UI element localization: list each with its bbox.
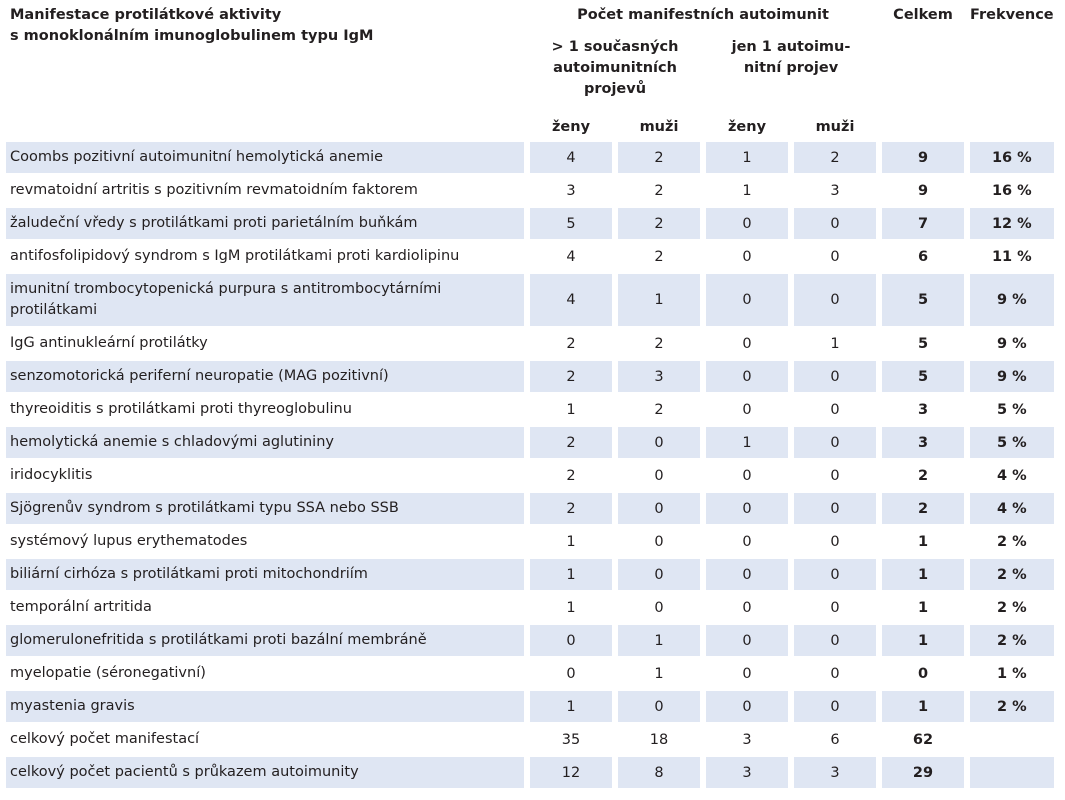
row-total: 5	[882, 274, 964, 328]
row-total: 0	[882, 658, 964, 691]
header-title-line1: Manifestace protilátkové aktivity	[10, 7, 282, 23]
row-men-multiple: 3	[618, 361, 700, 394]
header-sub-multiple-line3: projevů	[583, 81, 647, 97]
row-label: hemolytická anemie s chladovými aglutininy	[6, 427, 524, 460]
row-total: 9	[882, 142, 964, 175]
row-women-multiple: 2	[530, 460, 612, 493]
row-frequency	[970, 757, 1054, 790]
row-men-single: 0	[794, 625, 876, 658]
row-women-single: 0	[706, 274, 788, 328]
row-women-single: 1	[706, 175, 788, 208]
row-men-single: 1	[794, 328, 876, 361]
row-women-single: 0	[706, 241, 788, 274]
row-label: Coombs pozitivní autoimunitní hemolytická anemie	[6, 142, 524, 175]
row-women-single: 1	[706, 142, 788, 175]
header-sub-multiple	[530, 33, 700, 113]
row-frequency: 4 %	[970, 460, 1054, 493]
table-row	[6, 724, 1054, 757]
row-men-single: 0	[794, 361, 876, 394]
row-frequency: 4 %	[970, 493, 1054, 526]
row-women-multiple: 0	[530, 658, 612, 691]
row-women-single: 0	[706, 394, 788, 427]
row-men-multiple: 0	[618, 592, 700, 625]
row-women-multiple: 4	[530, 142, 612, 175]
table-row	[6, 361, 1054, 394]
row-men-multiple: 2	[618, 241, 700, 274]
row-frequency: 2 %	[970, 625, 1054, 658]
header-sub-multiple-line1: > 1 současných	[551, 39, 679, 55]
row-total: 1	[882, 592, 964, 625]
row-total: 1	[882, 526, 964, 559]
table-row	[6, 142, 1054, 175]
row-total: 5	[882, 361, 964, 394]
row-label: IgG antinukleární protilátky	[6, 328, 524, 361]
row-frequency: 2 %	[970, 592, 1054, 625]
row-men-single: 0	[794, 493, 876, 526]
row-women-multiple: 3	[530, 175, 612, 208]
row-men-multiple: 0	[618, 427, 700, 460]
row-men-single: 3	[794, 757, 876, 790]
row-men-multiple: 0	[618, 460, 700, 493]
row-women-single: 0	[706, 691, 788, 724]
row-women-multiple: 1	[530, 691, 612, 724]
header-sub-single-line1: jen 1 autoimu-	[731, 39, 851, 55]
row-label: imunitní trombocytopenická purpura s antitrombocytárními protilátkami	[6, 274, 524, 328]
header-title-line2: s monoklonálním imunoglobulinem typu IgM	[10, 28, 374, 44]
row-women-single: 0	[706, 526, 788, 559]
row-label: systémový lupus erythematodes	[6, 526, 524, 559]
row-frequency	[970, 724, 1054, 757]
row-men-single: 0	[794, 241, 876, 274]
header-zeny-2: ženy	[727, 119, 767, 135]
row-frequency: 5 %	[970, 427, 1054, 460]
table-row	[6, 559, 1054, 592]
row-women-single: 0	[706, 328, 788, 361]
row-men-single: 0	[794, 691, 876, 724]
row-total: 62	[882, 724, 964, 757]
row-women-single: 0	[706, 208, 788, 241]
row-men-multiple: 2	[618, 142, 700, 175]
row-women-multiple: 2	[530, 328, 612, 361]
row-men-multiple: 0	[618, 691, 700, 724]
row-total: 3	[882, 427, 964, 460]
row-frequency: 16 %	[970, 175, 1054, 208]
row-total: 6	[882, 241, 964, 274]
row-women-multiple: 12	[530, 757, 612, 790]
row-men-single: 0	[794, 208, 876, 241]
table-row	[6, 427, 1054, 460]
row-frequency: 2 %	[970, 526, 1054, 559]
row-frequency: 9 %	[970, 328, 1054, 361]
table-row	[6, 757, 1054, 790]
row-label: thyreoiditis s protilátkami proti thyreoglobulinu	[6, 394, 524, 427]
row-women-multiple: 4	[530, 241, 612, 274]
row-women-single: 3	[706, 724, 788, 757]
row-men-single: 3	[794, 175, 876, 208]
row-men-single: 0	[794, 559, 876, 592]
table-row	[6, 691, 1054, 724]
row-women-multiple: 0	[530, 625, 612, 658]
header-muzi-2: muži	[815, 119, 855, 135]
row-women-single: 3	[706, 757, 788, 790]
row-label: celkový počet manifestací	[6, 724, 524, 757]
row-men-multiple: 8	[618, 757, 700, 790]
row-men-multiple: 1	[618, 658, 700, 691]
row-women-multiple: 1	[530, 592, 612, 625]
table-row	[6, 208, 1054, 241]
row-women-multiple: 5	[530, 208, 612, 241]
header-zeny-1: ženy	[551, 119, 591, 135]
row-total: 2	[882, 493, 964, 526]
row-label: myastenia gravis	[6, 691, 524, 724]
table-row	[6, 658, 1054, 691]
row-frequency: 11 %	[970, 241, 1054, 274]
row-men-single: 0	[794, 526, 876, 559]
header-title	[6, 5, 524, 113]
header-celkem: Celkem	[893, 7, 953, 23]
row-total: 3	[882, 394, 964, 427]
row-women-single: 1	[706, 427, 788, 460]
row-label: žaludeční vředy s protilátkami proti parietálním buňkám	[6, 208, 524, 241]
row-frequency: 2 %	[970, 559, 1054, 592]
row-label: celkový počet pacientů s průkazem autoimunity	[6, 757, 524, 790]
row-men-multiple: 1	[618, 625, 700, 658]
table-row	[6, 625, 1054, 658]
row-women-multiple: 1	[530, 559, 612, 592]
row-men-single: 0	[794, 274, 876, 328]
row-men-multiple: 2	[618, 208, 700, 241]
row-frequency: 2 %	[970, 691, 1054, 724]
header-sub-multiple-line2: autoimunitních	[553, 60, 677, 76]
row-women-multiple: 2	[530, 427, 612, 460]
row-women-multiple: 4	[530, 274, 612, 328]
row-women-single: 0	[706, 625, 788, 658]
row-men-multiple: 0	[618, 526, 700, 559]
row-women-multiple: 35	[530, 724, 612, 757]
row-total: 1	[882, 625, 964, 658]
row-label: biliární cirhóza s protilátkami proti mitochondriím	[6, 559, 524, 592]
row-frequency: 9 %	[970, 361, 1054, 394]
row-men-multiple: 18	[618, 724, 700, 757]
row-men-single: 0	[794, 427, 876, 460]
row-men-single: 6	[794, 724, 876, 757]
row-frequency: 5 %	[970, 394, 1054, 427]
row-label: myelopatie (séronegativní)	[6, 658, 524, 691]
row-men-single: 2	[794, 142, 876, 175]
row-women-multiple: 1	[530, 526, 612, 559]
row-men-single: 0	[794, 592, 876, 625]
row-men-multiple: 2	[618, 394, 700, 427]
row-women-single: 0	[706, 592, 788, 625]
table-row	[6, 460, 1054, 493]
row-total: 2	[882, 460, 964, 493]
header-sub-single-line2: nitní projev	[743, 60, 839, 76]
row-label: Sjögrenův syndrom s protilátkami typu SSA nebo SSB	[6, 493, 524, 526]
table-body	[6, 142, 1054, 790]
row-label: revmatoidní artritis s pozitivním revmatoidním faktorem	[6, 175, 524, 208]
row-label: iridocyklitis	[6, 460, 524, 493]
row-men-single: 0	[794, 460, 876, 493]
row-women-single: 0	[706, 361, 788, 394]
row-men-multiple: 0	[618, 493, 700, 526]
row-men-multiple: 1	[618, 274, 700, 328]
table-row	[6, 241, 1054, 274]
row-women-multiple: 2	[530, 361, 612, 394]
table-row	[6, 328, 1054, 361]
row-frequency: 9 %	[970, 274, 1054, 328]
row-frequency: 16 %	[970, 142, 1054, 175]
row-frequency: 1 %	[970, 658, 1054, 691]
row-women-single: 0	[706, 658, 788, 691]
row-women-single: 0	[706, 493, 788, 526]
row-total: 29	[882, 757, 964, 790]
row-total: 1	[882, 691, 964, 724]
row-total: 1	[882, 559, 964, 592]
table-row	[6, 493, 1054, 526]
header-sub-single	[706, 33, 876, 113]
table-row	[6, 526, 1054, 559]
row-women-multiple: 1	[530, 394, 612, 427]
row-men-multiple: 0	[618, 559, 700, 592]
row-total: 5	[882, 328, 964, 361]
table-row	[6, 592, 1054, 625]
row-label: temporální artritida	[6, 592, 524, 625]
row-frequency: 12 %	[970, 208, 1054, 241]
row-label: glomerulonefritida s protilátkami proti bazální membráně	[6, 625, 524, 658]
header-group: Počet manifestních autoimunit	[577, 7, 829, 23]
row-women-multiple: 2	[530, 493, 612, 526]
row-men-single: 0	[794, 658, 876, 691]
header-frekvence: Frekvence	[970, 7, 1054, 23]
row-label: antifosfolipidový syndrom s IgM protilátkami proti kardiolipinu	[6, 241, 524, 274]
table-row	[6, 394, 1054, 427]
row-label: senzomotorická periferní neuropatie (MAG pozitivní)	[6, 361, 524, 394]
table-row	[6, 274, 1054, 328]
row-men-multiple: 2	[618, 175, 700, 208]
row-total: 9	[882, 175, 964, 208]
row-men-multiple: 2	[618, 328, 700, 361]
table-row	[6, 175, 1054, 208]
row-women-single: 0	[706, 460, 788, 493]
autoimmunity-table	[6, 5, 1054, 790]
row-total: 7	[882, 208, 964, 241]
header-muzi-1: muži	[639, 119, 679, 135]
row-women-single: 0	[706, 559, 788, 592]
row-men-single: 0	[794, 394, 876, 427]
